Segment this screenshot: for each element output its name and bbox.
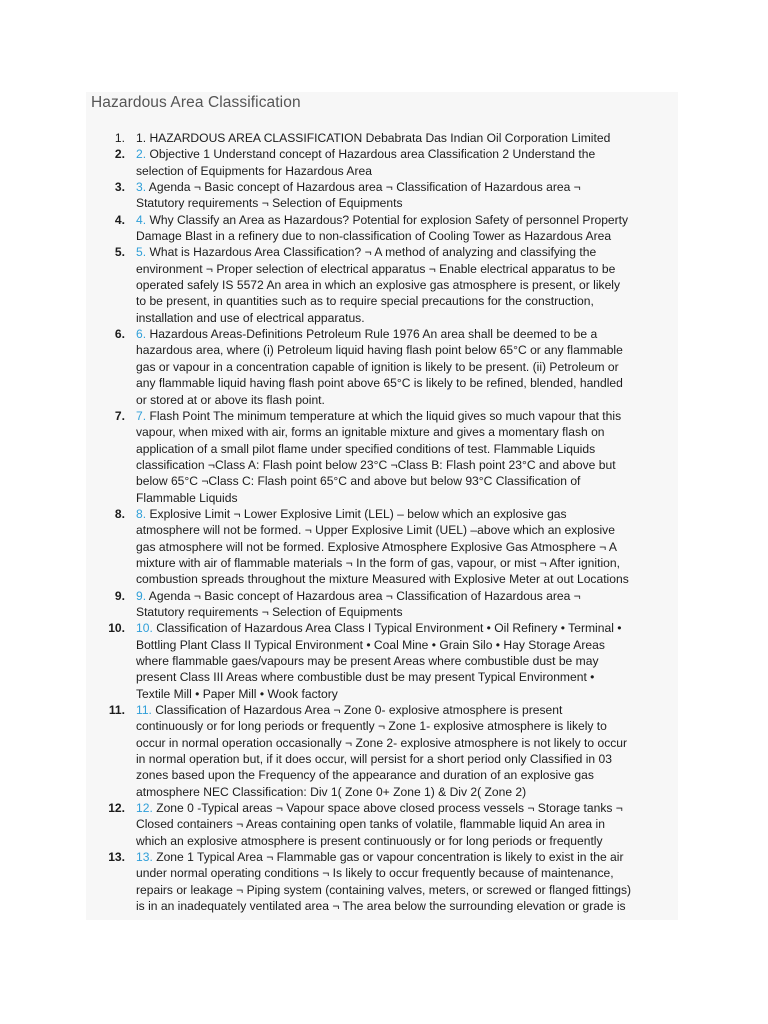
entry-line <box>136 865 678 881</box>
entry-number: 12. <box>108 801 125 816</box>
document-page <box>86 92 678 920</box>
entry-text: which an explosive atmosphere is present continuously or for long periods or frequently <box>136 833 603 848</box>
entry-number: 4. <box>114 212 125 227</box>
entry-text: occur in normal operation occasionally ¬ Zone 2- explosive atmosphere is not likely to occur <box>136 735 628 750</box>
entry-line <box>136 637 678 653</box>
entry-number: 13. <box>108 850 125 865</box>
entry-text: Agenda ¬ Basic concept of Hazardous area ¬ Classification of Hazardous area ¬ <box>148 588 581 603</box>
entry-text: atmosphere will not be formed. ¬ Upper Explosive Limit (UEL) –above which an explosive <box>136 523 615 538</box>
entry-number: 3. <box>114 180 125 195</box>
entry-text: repairs or leakage ¬ Piping system (containing valves, meters, or screwed or flanged fittings) <box>136 882 632 897</box>
entry-text: atmosphere NEC Classification: Div 1( Zone 0+ Zone 1) & Div 2( Zone 2) <box>136 784 527 799</box>
list-item <box>86 212 678 245</box>
list-item <box>86 326 678 408</box>
entry-text: Flammable Liquids <box>136 490 238 505</box>
entry-text: continuously or for long periods or frequently ¬ Zone 1- explosive atmosphere is likely to <box>136 719 607 734</box>
entry-number: 5. <box>114 245 125 260</box>
entry-line <box>136 620 678 636</box>
entry-text: Classification of Hazardous Area Class I Typical Environment • Oil Refinery • Terminal • <box>156 621 622 636</box>
entry-line <box>136 686 678 702</box>
entry-text: below 65°C ¬Class C: Flash point 65°C and above but below 93°C Classification of <box>136 474 581 489</box>
entry-text: application of a small pilot flame under specified conditions of test. Flammable Liquids <box>136 441 596 456</box>
entry-ref-link[interactable]: 6. <box>136 327 147 342</box>
entry-text: Hazardous Areas-Definitions Petroleum Rule 1976 An area shall be deemed to be a <box>149 327 598 342</box>
entry-number: 9. <box>114 588 125 603</box>
entry-text: Why Classify an Area as Hazardous? Potential for explosion Safety of personnel Property <box>149 212 629 227</box>
entry-line <box>136 244 678 260</box>
entry-text: to be present, in quantities such as to require special precautions for the construction, <box>136 294 594 309</box>
entry-text: any flammable liquid having flash point above 65°C is likely to be refined, blended, handled <box>136 376 623 391</box>
entry-line <box>136 669 678 685</box>
entry-text: combustion spreads throughout the mixture Measured with Explosive Meter at out Locations <box>136 572 629 587</box>
entry-text: Objective 1 Understand concept of Hazardous area Classification 2 Understand the <box>149 147 596 162</box>
entry-line <box>136 277 678 293</box>
entry-line <box>136 800 678 816</box>
entry-line <box>136 130 678 146</box>
entry-text: Bottling Plant Class II Typical Environment • Coal Mine • Grain Silo • Hay Storage Areas <box>136 637 605 652</box>
list-item <box>86 588 678 621</box>
entry-text: environment ¬ Proper selection of electrical apparatus ¬ Enable electrical apparatus to be <box>136 261 616 276</box>
entry-line <box>136 571 678 587</box>
entry-line <box>136 457 678 473</box>
entry-line <box>136 163 678 179</box>
entry-line <box>136 735 678 751</box>
entry-line <box>136 408 678 424</box>
entry-text: gas atmosphere will not be formed. Explosive Atmosphere Explosive Gas Atmosphere ¬ A <box>136 539 617 554</box>
entry-text: Classification of Hazardous Area ¬ Zone 0- explosive atmosphere is present <box>155 703 563 718</box>
entry-line <box>136 490 678 506</box>
entry-text: Agenda ¬ Basic concept of Hazardous area ¬ Classification of Hazardous area ¬ <box>148 180 581 195</box>
entry-ref-link[interactable]: 13. <box>136 850 153 865</box>
entry-line <box>136 310 678 326</box>
entry-text: Textile Mill • Paper Mill • Wook factory <box>136 686 338 701</box>
entry-line <box>136 849 678 865</box>
entry-text: Statutory requirements ¬ Selection of Equipments <box>136 196 403 211</box>
entry-text: present Class III Areas where combustible dust be may present Typical Environment • <box>136 670 595 685</box>
entry-ref-link[interactable]: 9. <box>136 588 147 603</box>
entry-line <box>136 424 678 440</box>
entry-number: 7. <box>114 408 125 423</box>
entry-text: gas or vapour in a concentration capable of ignition is likely to be present. (ii) Petroleum or <box>136 359 619 374</box>
entry-text: Explosive Limit ¬ Lower Explosive Limit (LEL) – below which an explosive gas <box>149 506 567 521</box>
list-item <box>86 130 678 146</box>
entry-ref-link[interactable]: 8. <box>136 506 147 521</box>
entry-line <box>136 392 678 408</box>
entry-line <box>136 342 678 358</box>
entry-number: 2. <box>114 147 125 162</box>
entry-text: Zone 1 Typical Area ¬ Flammable gas or vapour concentration is likely to exist in the air <box>156 850 624 865</box>
entry-text: vapour, when mixed with air, forms an ignitable mixture and gives a momentary flash on <box>136 425 605 440</box>
document-title: Hazardous Area Classification <box>91 94 301 111</box>
entry-line <box>136 506 678 522</box>
entry-line <box>136 767 678 783</box>
entry-text: in normal operation but, if it does occur, will persist for a short period only Classified in 03 <box>136 752 612 767</box>
entry-number: 1. <box>114 131 125 145</box>
entry-number: 11. <box>108 703 125 718</box>
entry-line <box>136 522 678 538</box>
entry-line <box>136 833 678 849</box>
entry-text: where flammable gaes/vapours may be present Areas where combustible dust be may <box>136 654 599 668</box>
entry-text: installation and use of electrical apparatus. <box>136 310 365 325</box>
entry-line <box>136 261 678 277</box>
entry-line <box>136 326 678 342</box>
entry-line <box>136 784 678 800</box>
entry-text: Closed containers ¬ Areas containing open tanks of volatile, flammable liquid An area in <box>136 817 605 832</box>
entry-ref-link[interactable]: 2. <box>136 147 147 162</box>
entry-text: classification ¬Class A: Flash point below 23°C ¬Class B: Flash point 23°C and above but <box>136 457 616 472</box>
entry-line <box>136 359 678 375</box>
entry-text: under normal operating conditions ¬ Is likely to occur frequently because of maintenance, <box>136 866 614 881</box>
list-item <box>86 408 678 506</box>
entry-text: What is Hazardous Area Classification? ¬ A method of analyzing and classifying the <box>149 245 597 260</box>
entry-ref-link[interactable]: 7. <box>136 408 147 423</box>
entry-text: hazardous area, where (i) Petroleum liquid having flash point below 65°C or any flammable <box>136 343 623 358</box>
entry-text: 1. HAZARDOUS AREA CLASSIFICATION Debabrata Das Indian Oil Corporation Limited <box>136 131 611 145</box>
entry-ref-link[interactable]: 11. <box>136 703 152 718</box>
entry-text: Zone 0 -Typical areas ¬ Vapour space above closed process vessels ¬ Storage tanks ¬ <box>156 801 623 816</box>
entry-line <box>136 653 678 669</box>
entry-text: mixture with air of flammable materials ¬ In the form of gas, vapour, or mist ¬ After ignition, <box>136 555 620 570</box>
list-item <box>86 849 678 914</box>
entry-ref-link[interactable]: 12. <box>136 801 153 816</box>
entry-text: or stored at or above its flash point. <box>136 392 325 407</box>
entry-number: 6. <box>114 327 125 342</box>
entry-number: 10. <box>108 621 125 636</box>
list-item <box>86 702 678 800</box>
entry-line <box>136 588 678 604</box>
list-item <box>86 620 678 702</box>
entry-line <box>136 228 678 244</box>
list-item <box>86 506 678 588</box>
entry-line <box>136 212 678 228</box>
entry-line <box>136 718 678 734</box>
entry-line <box>136 882 678 898</box>
entry-text: Flash Point The minimum temperature at which the liquid gives so much vapour that this <box>149 408 622 423</box>
entry-line <box>136 473 678 489</box>
list-item <box>86 146 678 179</box>
entry-line <box>136 604 678 620</box>
entry-line <box>136 293 678 309</box>
entry-line <box>136 898 678 914</box>
entry-line <box>136 441 678 457</box>
list-item <box>86 179 678 212</box>
entry-line <box>136 375 678 391</box>
list-item <box>86 800 678 849</box>
entry-text: selection of Equipments for Hazardous Area <box>136 163 372 178</box>
list-item <box>86 244 678 326</box>
entry-line <box>136 816 678 832</box>
entry-number: 8. <box>114 506 125 521</box>
entry-text: is in an inadequately ventilated area ¬ The area below the surrounding elevation or grade is <box>136 899 626 914</box>
entry-ref-link[interactable]: 3. <box>136 180 147 195</box>
entry-line <box>136 146 678 162</box>
entry-text: Damage Blast in a refinery due to non-classification of Cooling Tower as Hazardous Area <box>136 229 612 244</box>
entry-line <box>136 702 678 718</box>
entry-ref-link[interactable]: 10. <box>136 621 153 636</box>
entry-text: operated safely IS 5572 An area in which an explosive gas atmosphere is present, or likely <box>136 278 621 293</box>
entry-text: zones based upon the Frequency of the appearance and duration of an explosive gas <box>136 768 594 783</box>
entry-line <box>136 751 678 767</box>
entry-text: Statutory requirements ¬ Selection of Equipments <box>136 604 403 619</box>
entry-ref-link[interactable]: 4. <box>136 212 147 227</box>
entry-line <box>136 539 678 555</box>
entry-line <box>136 195 678 211</box>
entry-ref-link[interactable]: 5. <box>136 245 147 260</box>
entry-line <box>136 179 678 195</box>
entry-line <box>136 555 678 571</box>
entry-list <box>86 130 678 915</box>
